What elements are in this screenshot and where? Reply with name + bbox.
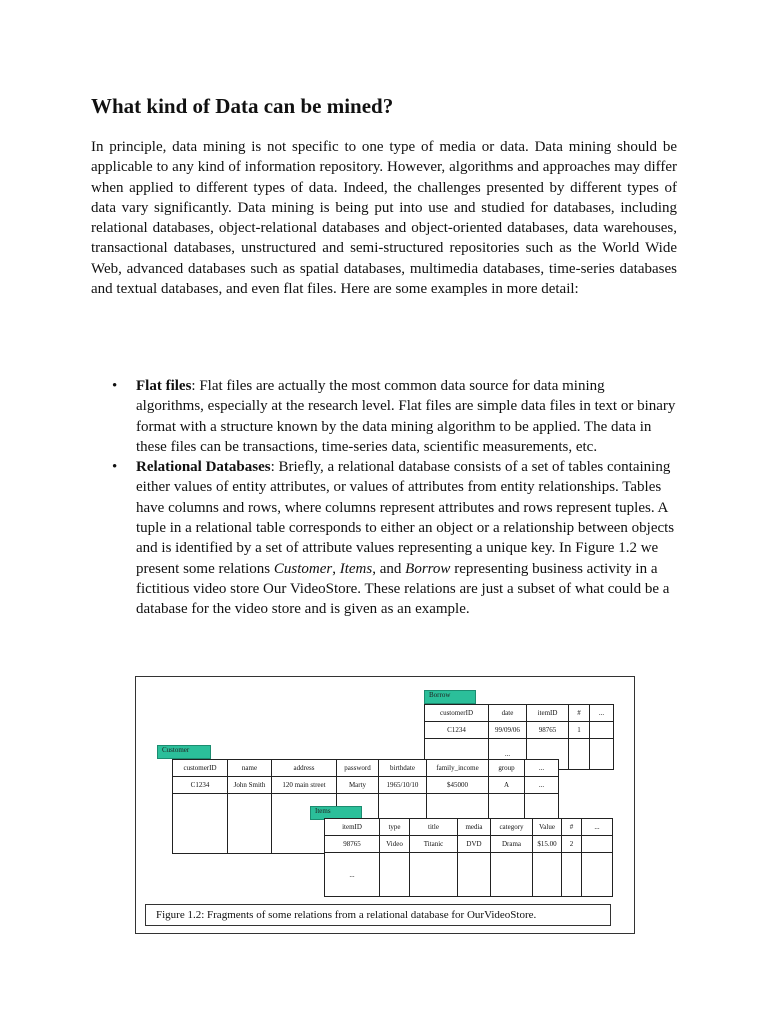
table-cell: [569, 739, 590, 770]
table-header: address: [272, 760, 337, 777]
table-cell: A: [489, 777, 525, 794]
table-cell: 1: [569, 722, 590, 739]
table-cell: [582, 853, 613, 897]
relational-description-b: representing business activity in a fictitious video store Our VideoStore. These relations are just a subset of what could be a database for the video store and is given as an example.: [136, 560, 670, 618]
borrow-label: Borrow: [424, 690, 476, 704]
table-cell: C1234: [425, 722, 489, 739]
data-types-list: [108, 376, 676, 620]
table-cell: [380, 853, 410, 897]
page-heading: What kind of Data can be mined?: [91, 94, 394, 118]
table-header: media: [458, 819, 491, 836]
table-header: name: [228, 760, 272, 777]
table-cell: ...: [489, 739, 527, 770]
separator: , and: [372, 560, 406, 577]
table-cell: $15.00: [533, 836, 562, 853]
table-header: category: [491, 819, 533, 836]
table-cell: [458, 853, 491, 897]
items-table: [324, 818, 613, 897]
relational-description-a: : Briefly, a relational database consists of a set of tables containing either values of entity attributes, or values of attributes from entity relationships. Tables have columns and rows, where columns represent attributes and rows represent tuples. A tuple in a relational table corresponds to either an object or a relationship between objects and is identified by a set of attribute values representing a unique key. In Figure 1.2 we present some relations: [136, 459, 675, 577]
table-cell: [562, 853, 582, 897]
intro-paragraph: In principle, data mining is not specific to one type of media or data. Data mining should be applicable to any kind of information repository. However, algorithms and approaches may differ when applied to different types of data. Indeed, the challenges presented by different types of data vary significantly. Data mining is being put into use and studied for databases, including relational databases, object-relational databases and object-oriented databases, data warehouses, transactional databases, unstructured and semi-structured repositories such as the World Wide Web, advanced databases such as spatial databases, multimedia databases, time-series databases and textual databases, and even flat files. Here are some examples in more detail:: [91, 139, 677, 298]
relation-items: Items: [339, 560, 373, 577]
separator: ,: [332, 560, 340, 577]
table-header: ...: [525, 760, 559, 777]
table-cell: Marty: [337, 777, 379, 794]
table-cell: John Smith: [228, 777, 272, 794]
table-cell: [228, 794, 272, 854]
table-header: #: [562, 819, 582, 836]
table-cell: [590, 722, 614, 739]
table-header: date: [489, 705, 527, 722]
table-header: ...: [590, 705, 614, 722]
term-flat-files: Flat files: [136, 378, 192, 394]
table-cell: ...: [525, 777, 559, 794]
table-header: type: [380, 819, 410, 836]
table-cell: 99/09/06: [489, 722, 527, 739]
table-cell: Titanic: [410, 836, 458, 853]
table-cell: 1965/10/10: [379, 777, 427, 794]
table-cell: 98765: [325, 836, 380, 853]
table-cell: [491, 853, 533, 897]
table-cell: [533, 853, 562, 897]
customer-label: Customer: [157, 745, 211, 759]
table-cell: $45000: [427, 777, 489, 794]
table-header: customerID: [173, 760, 228, 777]
table-header: ...: [582, 819, 613, 836]
table-cell: [590, 739, 614, 770]
table-header: itemID: [325, 819, 380, 836]
table-cell: ...: [325, 853, 380, 897]
table-header: group: [489, 760, 525, 777]
table-header: customerID: [425, 705, 489, 722]
table-cell: [410, 853, 458, 897]
table-cell: 120 main street: [272, 777, 337, 794]
bullet-icon: •: [112, 378, 118, 394]
table-header: Value: [533, 819, 562, 836]
table-cell: 98765: [527, 722, 569, 739]
list-item-flat-files: [108, 376, 676, 457]
bullet-icon: •: [112, 459, 118, 476]
table-header: itemID: [527, 705, 569, 722]
items-label: Items: [310, 806, 362, 820]
term-relational-databases: Relational Databases: [136, 459, 271, 476]
table-cell: 2: [562, 836, 582, 853]
flat-files-description: : Flat files are actually the most common data source for data mining algorithms, especially at the research level. Flat files are simple data files in text or binary format with a structure known by the data mining algorithm to be applied. The data in these files can be transactions, time-series data, scientific measurements, etc.: [136, 378, 676, 455]
table-cell: Video: [380, 836, 410, 853]
table-cell: [173, 794, 228, 854]
table-cell: DVD: [458, 836, 491, 853]
table-cell: C1234: [173, 777, 228, 794]
table-header: password: [337, 760, 379, 777]
table-header: #: [569, 705, 590, 722]
relation-borrow: Borrow: [405, 560, 451, 577]
table-header: title: [410, 819, 458, 836]
table-cell: Drama: [491, 836, 533, 853]
table-cell: [582, 836, 613, 853]
table-header: family_income: [427, 760, 489, 777]
list-item-relational-databases: [108, 457, 676, 619]
table-header: birthdate: [379, 760, 427, 777]
relation-customer: Customer: [273, 560, 333, 577]
figure-caption: Figure 1.2: Fragments of some relations from a relational database for OurVideoStore.: [145, 904, 611, 926]
